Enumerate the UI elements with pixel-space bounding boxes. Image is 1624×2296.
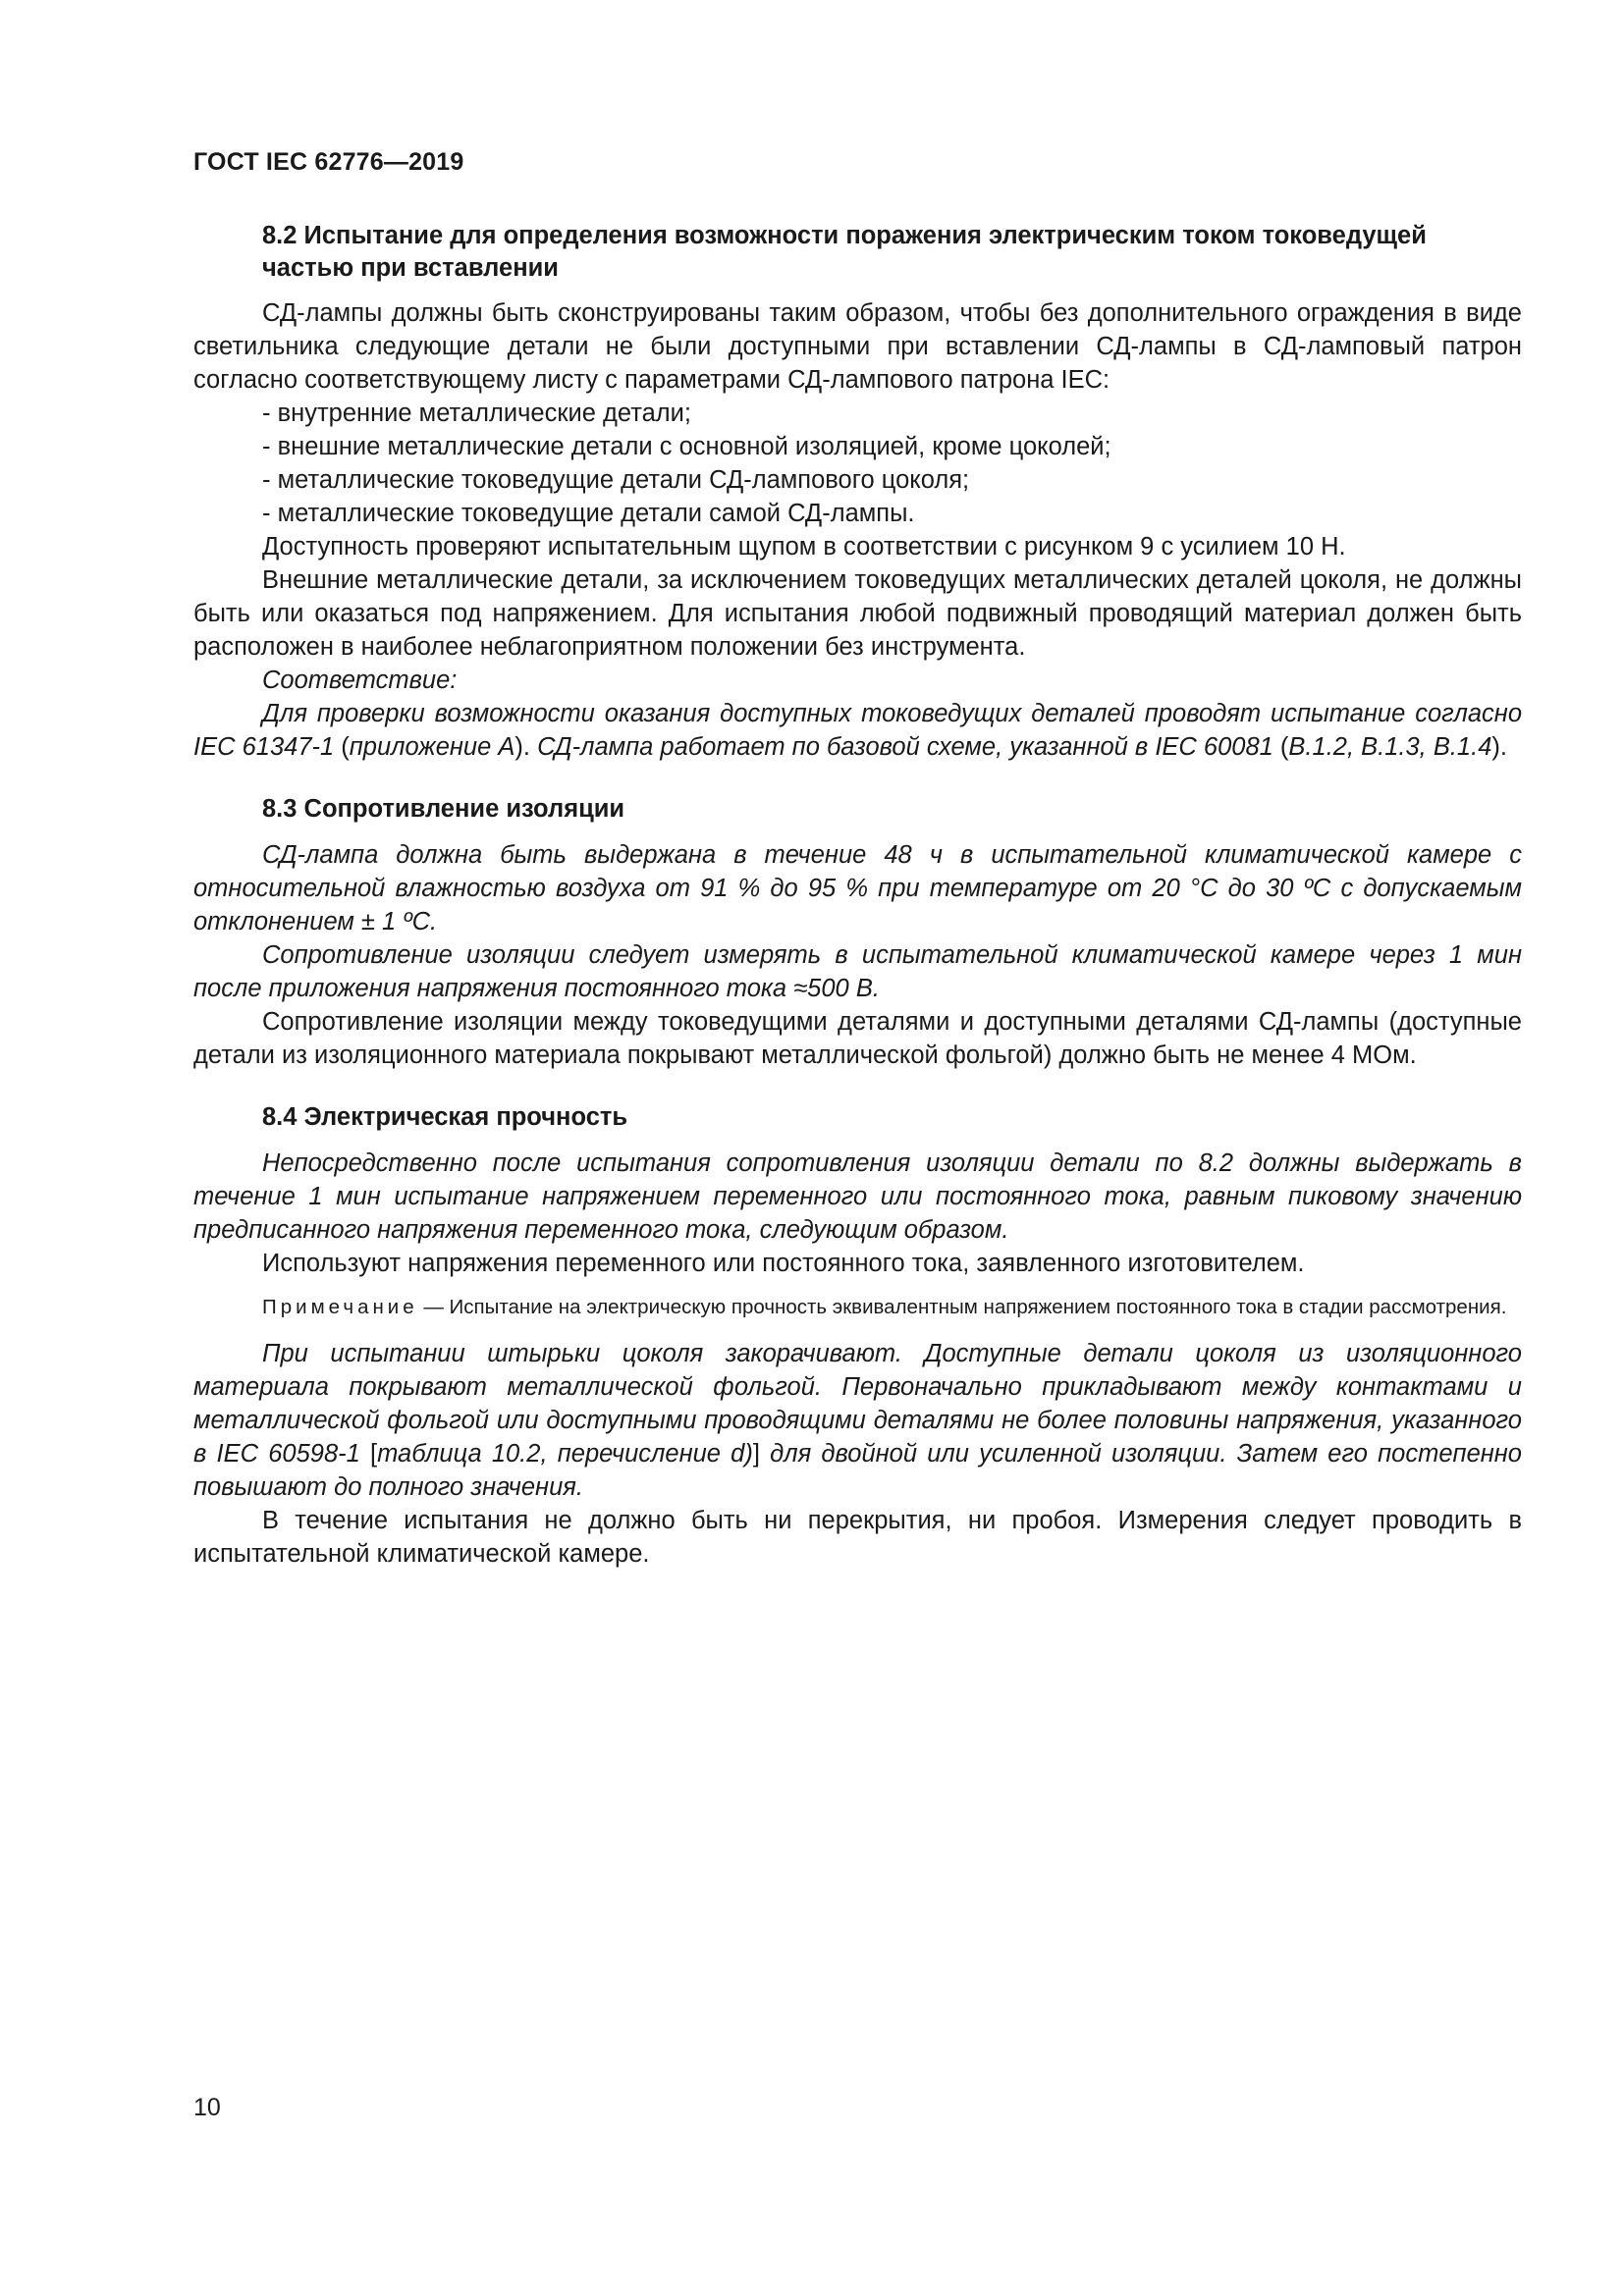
- list-item: - металлические токоведущие детали самой СД-лампы.: [262, 500, 915, 527]
- compliance-label: Соответствие:: [262, 667, 458, 694]
- section-8-3-paragraph-3: Сопротивление изоляции между токоведущими деталями и доступными деталями СД-лампы (доступные детали из изоляционного материала покрывают металлической фольгой) должно быть не менее 4 МОм.: [193, 1008, 1522, 1069]
- section-8-2-paragraph-1: СД-лампы должны быть сконструированы таким образом, чтобы без дополнительного ограждения в виде светильника следующие детали не были доступными при вставлении СД-лампы в СД-ламповый патрон согласно соответствующему листу с параметрами СД-лампового патрона IEC:: [193, 299, 1522, 394]
- section-8-4-paragraph-2: Используют напряжения переменного или постоянного тока, заявленного изготовителем.: [262, 1250, 1305, 1277]
- section-8-4-paragraph-4: В течение испытания не должно быть ни перекрытия, ни пробоя. Измерения следует проводить в испытательной климатической камере.: [193, 1507, 1522, 1568]
- compliance-text-c: приложение А: [349, 733, 515, 761]
- section-8-2-paragraph-2: Доступность проверяют испытательным щупом в соответствии с рисунком 9 с усилием 10 Н.: [262, 533, 1346, 561]
- section-8-2-title-line2: частью при вставлении: [262, 254, 559, 282]
- document-header: ГОСТ IEC 62776—2019: [193, 148, 464, 176]
- section-8-4-p3-b: [: [370, 1440, 378, 1468]
- section-8-3-title: 8.3 Сопротивление изоляции: [262, 795, 625, 823]
- section-8-2-title-line1: 8.2 Испытание для определения возможности поражения электрическим током токоведущей: [262, 222, 1427, 249]
- list-item: - внутренние металлические детали;: [262, 400, 691, 427]
- note: [193, 1294, 1522, 1321]
- section-8-4-p3-e: для двойной или усиленной изоляции. Затем его постепенно повышают до полного значения.: [193, 1440, 1522, 1501]
- compliance-text-d: ).: [514, 733, 538, 761]
- section-8-4-p3-c: таблица 10.2, перечисление d): [377, 1440, 753, 1468]
- list-item: - металлические токоведущие детали СД-лампового цоколя;: [262, 466, 970, 494]
- section-8-2-title: [193, 220, 1522, 285]
- compliance-text-h: ).: [1491, 733, 1507, 761]
- page-number: 10: [193, 2094, 221, 2121]
- note-text: — Испытание на электрическую прочность эквивалентным напряжением постоянного тока в стадии рассмотрения.: [417, 1296, 1507, 1318]
- section-8-4-title: 8.4 Электрическая прочность: [262, 1103, 628, 1131]
- document-body: [193, 220, 1522, 1571]
- compliance-text-e: СД-лампа работает по базовой схеме, указанной в IEC 60081: [537, 733, 1273, 761]
- compliance-text-b: (: [341, 733, 350, 761]
- section-8-4-p3-a: При испытании штырьки цоколя закорачивают. Доступные детали цоколя из изоляционного материала покрывают металлической фольгой. Первоначально прикладывают между контактами и металлической фольгой или доступными проводящими деталями не более половины напряжения, указанного в IEC 60598-1: [193, 1340, 1522, 1468]
- compliance-text-a: Для проверки возможности оказания доступных токоведущих деталей проводят испытание согласно IEC 61347-1: [193, 700, 1522, 761]
- compliance-text-f: (: [1272, 733, 1289, 761]
- section-8-4-paragraph-1: Непосредственно после испытания сопротивления изоляции детали по 8.2 должны выдержать в течение 1 мин испытание напряжением переменного или постоянного тока, равным пиковому значению предписанного напряжения переменного тока, следующим образом.: [193, 1149, 1522, 1244]
- section-8-2-paragraph-3: Внешние металлические детали, за исключением токоведущих металлических деталей цоколя, не должны быть или оказаться под напряжением. Для испытания любой подвижный проводящий материал должен быть расположен в наиболее неблагоприятном положении без инструмента.: [193, 566, 1522, 661]
- note-lead: Примечание: [262, 1296, 418, 1318]
- compliance-text: [193, 697, 1522, 764]
- compliance-text-g: В.1.2, В.1.3, В.1.4: [1288, 733, 1492, 761]
- list-item: - внешние металлические детали с основной изоляцией, кроме цоколей;: [262, 433, 1111, 460]
- section-8-4-paragraph-3: [193, 1337, 1522, 1504]
- section-8-4-p3-d: ]: [752, 1440, 760, 1468]
- section-8-3-paragraph-2: Сопротивление изоляции следует измерять в испытательной климатической камере через 1 мин после приложения напряжения постоянного тока ≈500 В.: [193, 941, 1522, 1002]
- section-8-3-paragraph-1: СД-лампа должна быть выдержана в течение 48 ч в испытательной климатической камере с относительной влажностью воздуха от 91 % до 95 % при температуре от 20 °С до 30 ºС с допускаемым отклонением ± 1 ºС.: [193, 841, 1522, 935]
